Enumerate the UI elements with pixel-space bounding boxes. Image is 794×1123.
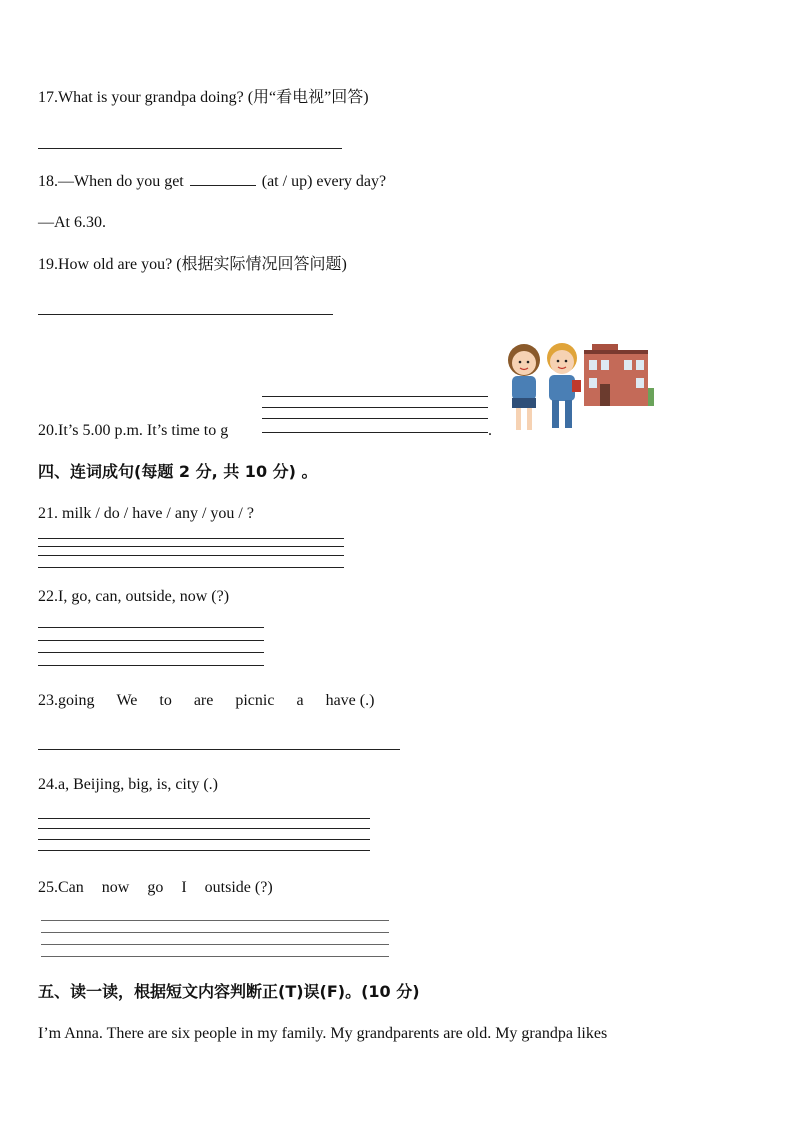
writing-line-22-3[interactable] [38, 652, 264, 653]
question-24: 24.a, Beijing, big, is, city (.) [38, 776, 218, 793]
writing-line-21-2[interactable] [38, 546, 344, 547]
question-19: 19.How old are you? (根据实际情况回答问题) [38, 256, 347, 273]
word-23-7: have (.) [325, 692, 375, 709]
writing-line-20-2[interactable] [262, 407, 488, 408]
question-23-number: 23. [38, 692, 58, 709]
question-21: 21. milk / do / have / any / you / ? [38, 505, 254, 522]
writing-line-25-3[interactable] [41, 944, 389, 945]
question-25 [38, 878, 273, 898]
word-25-3: go [147, 879, 164, 896]
writing-line-24-1[interactable] [38, 818, 370, 819]
writing-line-24-2[interactable] [38, 828, 370, 829]
question-20-end: . [488, 422, 492, 439]
writing-line-20-1[interactable] [262, 396, 488, 397]
word-25-1: Can [58, 879, 84, 896]
word-23-2: We [116, 692, 138, 709]
blank-18[interactable] [190, 171, 256, 186]
reading-passage: I’m Anna. There are six people in my family. My grandparents are old. My grandpa likes [38, 1025, 608, 1042]
word-25-5: outside (?) [204, 879, 273, 896]
writing-line-20-3[interactable] [262, 418, 488, 419]
writing-line-24-4[interactable] [38, 850, 370, 851]
writing-line-22-1[interactable] [38, 627, 264, 628]
word-23-1: going [58, 692, 95, 709]
boy-figure-icon [547, 343, 581, 428]
question-25-number: 25. [38, 879, 58, 896]
word-23-4: are [193, 692, 214, 709]
writing-line-21-4[interactable] [38, 567, 344, 568]
section-5-title: 五、读一读，根据短文内容判断正(T)误(F)。(10 分) [38, 982, 420, 1001]
school-building-icon [584, 344, 654, 406]
question-20: 20.It’s 5.00 p.m. It’s time to g [38, 422, 229, 439]
question-22: 22.I, go, can, outside, now (?) [38, 588, 230, 605]
writing-line-25-2[interactable] [41, 932, 389, 933]
question-18-after: (at / up) every day? [261, 173, 387, 190]
kids-school-illustration [496, 338, 656, 438]
answer-line-23[interactable] [38, 749, 400, 750]
word-23-5: picnic [235, 692, 275, 709]
writing-line-25-1[interactable] [41, 920, 389, 921]
question-23 [38, 691, 374, 711]
question-18-reply: —At 6.30. [38, 214, 106, 231]
question-18 [38, 171, 386, 192]
word-25-2: now [101, 879, 130, 896]
writing-line-25-4[interactable] [41, 956, 389, 957]
writing-line-24-3[interactable] [38, 839, 370, 840]
question-18-before: 18.—When do you get [38, 173, 184, 190]
word-23-3: to [159, 692, 172, 709]
girl-figure-icon [508, 344, 540, 430]
writing-line-22-2[interactable] [38, 640, 264, 641]
writing-line-22-4[interactable] [38, 665, 264, 666]
question-17: 17.What is your grandpa doing? (用“看电视”回答) [38, 89, 369, 106]
writing-line-21-1[interactable] [38, 538, 344, 539]
word-23-6: a [296, 692, 304, 709]
writing-line-20-4[interactable] [262, 432, 488, 433]
word-25-4: I [181, 879, 187, 896]
answer-line-19[interactable] [38, 314, 333, 315]
section-4-title: 四、连词成句(每题 2 分, 共 10 分) 。 [38, 462, 318, 481]
answer-line-17[interactable] [38, 148, 342, 149]
writing-line-21-3[interactable] [38, 555, 344, 556]
